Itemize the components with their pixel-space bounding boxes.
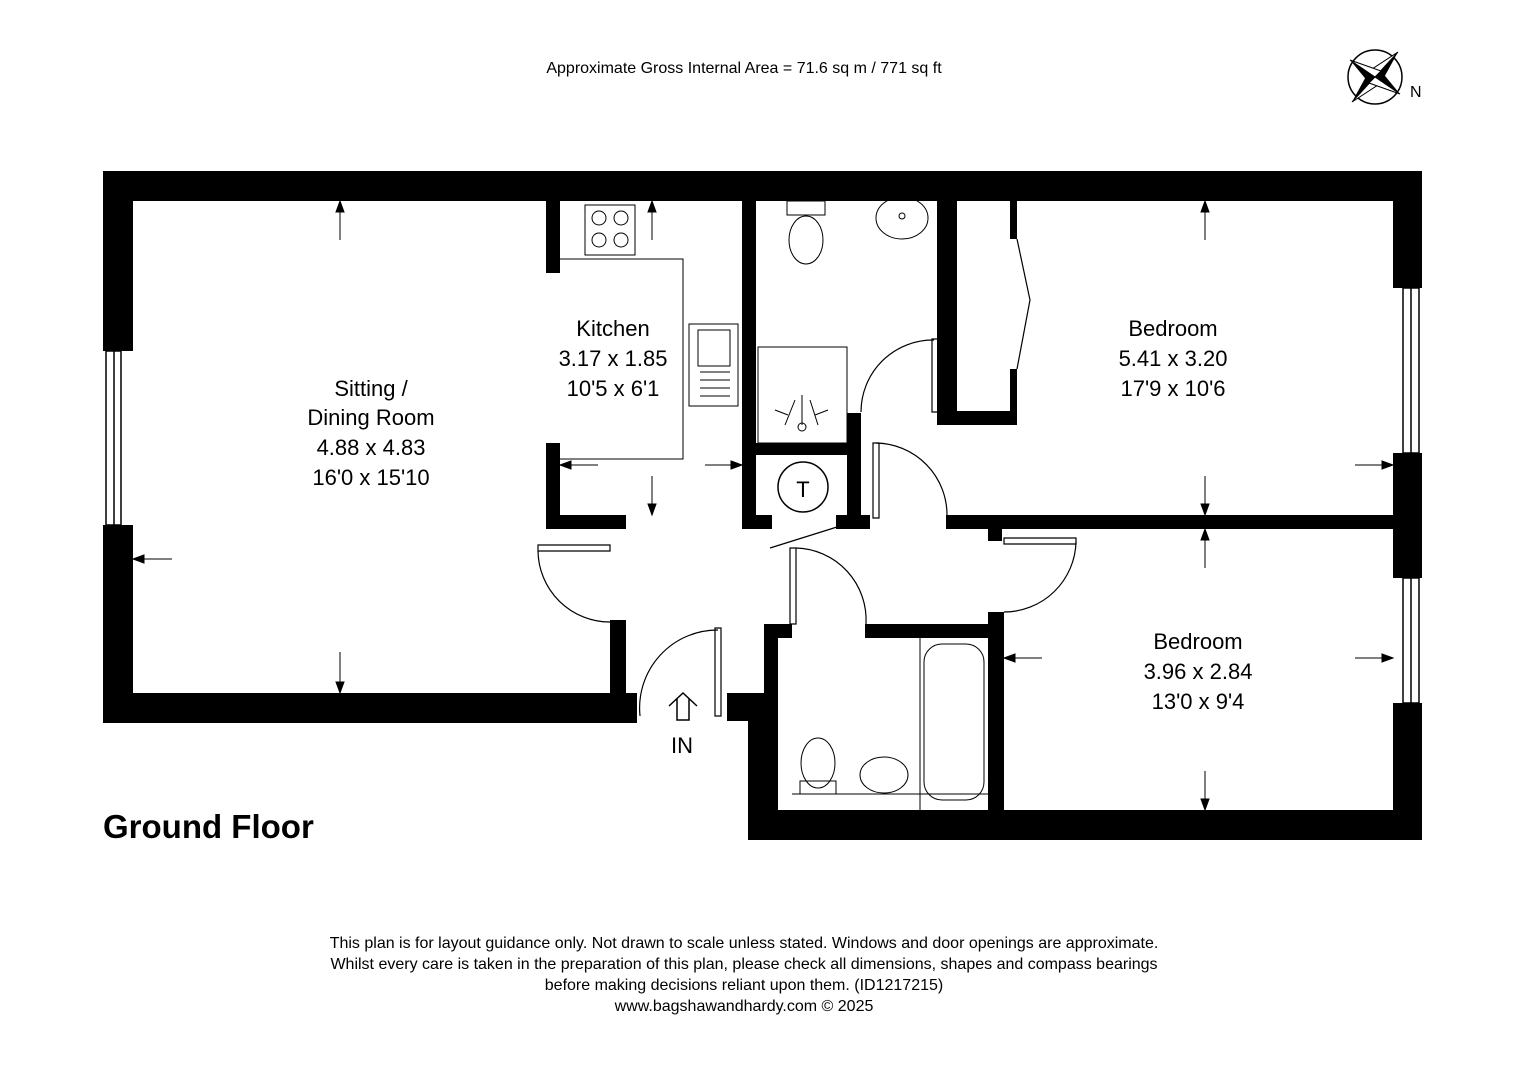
floor-label: Ground Floor xyxy=(103,808,314,845)
kitchen-metric: 3.17 x 1.85 xyxy=(558,346,668,371)
disclaimer-line1: This plan is for layout guidance only. Not drawn to scale unless stated. Windows and door openings are approximate. xyxy=(329,935,1159,952)
walls xyxy=(103,171,1422,840)
toilet-icon xyxy=(789,216,823,264)
basin-icon xyxy=(876,197,928,239)
compass-north-label: N xyxy=(1410,84,1422,101)
website-copyright: www.bagshawandhardy.com © 2025 xyxy=(614,998,874,1015)
entrance-label: IN xyxy=(671,733,693,758)
toilet-cistern-icon xyxy=(787,201,825,215)
bedroom1-imperial: 17'9 x 10'6 xyxy=(1120,376,1226,401)
sitting-room-metric: 4.88 x 4.83 xyxy=(316,435,426,460)
bedroom2-name: Bedroom xyxy=(1153,629,1243,654)
disclaimer xyxy=(0,933,1488,1017)
bedroom2-metric: 3.96 x 2.84 xyxy=(1143,659,1253,684)
entrance-arrow-icon xyxy=(669,693,697,720)
bedroom1-metric: 5.41 x 3.20 xyxy=(1118,346,1228,371)
sitting-room-name-line1: Sitting / xyxy=(334,376,408,401)
bath-icon xyxy=(924,644,984,800)
disclaimer-line2: Whilst every care is taken in the preparation of this plan, please check all dimensions, shapes and compass bearings xyxy=(330,956,1158,973)
sink-icon xyxy=(689,324,738,406)
bedroom1-name: Bedroom xyxy=(1128,316,1218,341)
sitting-room-name-line2: Dining Room xyxy=(307,405,435,430)
shower-room-fittings xyxy=(758,197,928,512)
bathroom-fittings xyxy=(792,638,988,810)
kitchen-imperial: 10'5 x 6'1 xyxy=(566,376,660,401)
bath-basin-icon xyxy=(860,757,908,793)
bedroom2-imperial: 13'0 x 9'4 xyxy=(1151,689,1245,714)
kitchen-name: Kitchen xyxy=(576,316,650,341)
hob-icon xyxy=(585,205,635,255)
disclaimer-line3: before making decisions reliant upon them. (ID1217215) xyxy=(544,977,944,994)
gross-area-label: Approximate Gross Internal Area = 71.6 sq m / 771 sq ft xyxy=(546,60,942,77)
sitting-room-imperial: 16'0 x 15'10 xyxy=(312,465,430,490)
compass-rose-icon xyxy=(1348,50,1402,104)
cupboard-symbol: T xyxy=(796,477,810,502)
